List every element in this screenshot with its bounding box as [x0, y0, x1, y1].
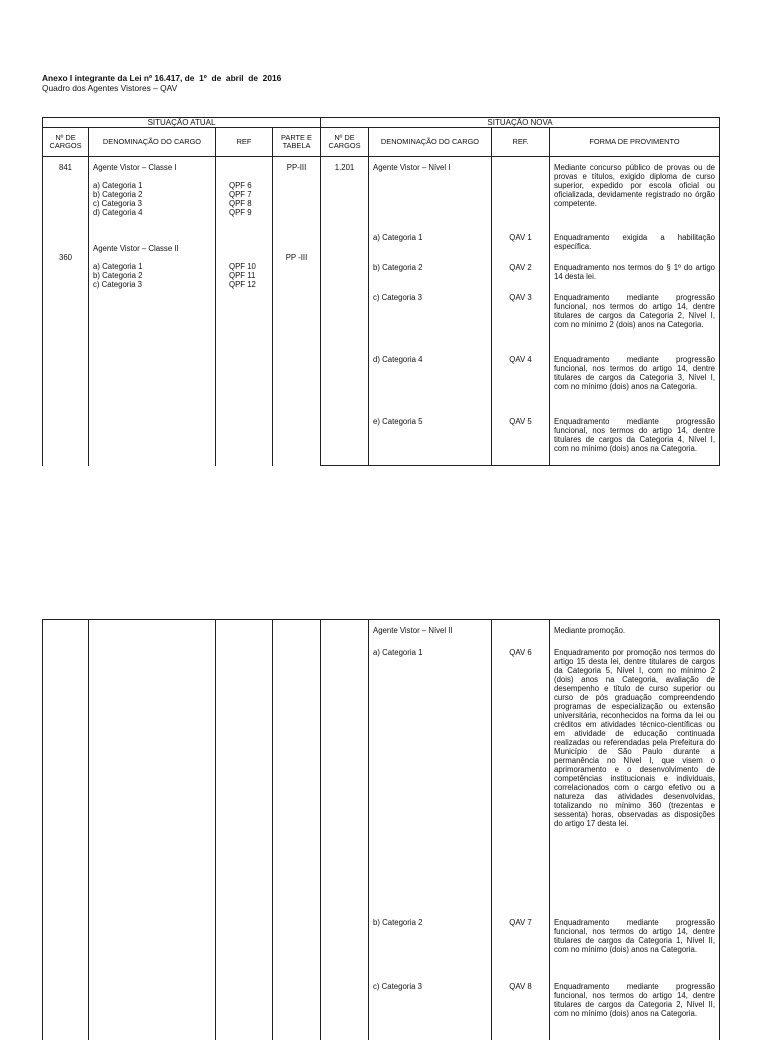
provimento-text: Enquadramento mediante progressão funcional, nos termos do artigo 14, dentre titulares de cargos da Categoria 4, Nível I, com no mínimo (dois) anos na Categoria.: [550, 411, 720, 466]
col-header-denomination-new: DENOMINAÇÃO DO CARGO: [369, 128, 492, 157]
list-item: c) Categoria 3: [93, 280, 142, 289]
current-denominations-cell: [89, 157, 216, 466]
provimento-text: Mediante promoção.: [550, 620, 720, 642]
category-label: e) Categoria 5: [369, 411, 492, 466]
section-current-header: SITUAÇÃO ATUAL: [43, 118, 321, 128]
annex-table: [42, 117, 720, 466]
provimento-text: Enquadramento mediante progressão funcional, nos termos do artigo 14, dentre titulares de cargos da Categoria 3, Nível I, com no mínimo (dois) anos na Categoria.: [550, 349, 720, 411]
ref-value: QAV 8: [492, 976, 550, 1040]
ref-value: QAV 3: [492, 287, 550, 349]
col-header-denomination-current: DENOMINAÇÃO DO CARGO: [89, 128, 216, 157]
category-label: a) Categoria 1: [369, 227, 492, 257]
new-level1-count: 1.201: [321, 157, 369, 228]
ref-value: QPF 8: [229, 199, 252, 208]
parte-value: PP-III: [286, 163, 307, 172]
ref-value: QAV 7: [492, 912, 550, 976]
current-group1-count: 841: [58, 163, 72, 172]
parte-value: PP -III: [285, 253, 308, 262]
ref-value: QAV 5: [492, 411, 550, 466]
provimento-text: Mediante concurso público de provas ou de provas e títulos, exigido diploma de curso superior, expedido por escola oficial ou oficializada, devidamente registrado no órgão competente.: [550, 157, 720, 228]
col-header-ref-current: REF: [216, 128, 273, 157]
new-level1-title: Agente Vistor – Nível I: [369, 157, 492, 228]
annex-subtitle: Quadro dos Agentes Vistores – QAV: [42, 83, 178, 93]
list-item: a) Categoria 1: [93, 262, 143, 271]
list-item: b) Categoria 2: [93, 271, 143, 280]
category-label: b) Categoria 2: [369, 257, 492, 287]
current-parte-cell: [273, 157, 321, 466]
current-group1-title: Agente Vistor – Classe I: [93, 163, 177, 172]
current-group2-count: 360: [58, 253, 72, 262]
list-item: c) Categoria 3: [93, 199, 142, 208]
col-header-count-current: Nº DE CARGOS: [43, 128, 89, 157]
current-group2-title: Agente Vistor – Classe II: [93, 244, 179, 253]
current-refs-cell: [216, 157, 273, 466]
ref-value: QAV 1: [492, 227, 550, 257]
provimento-text: Enquadramento por promoção nos termos do artigo 15 desta lei, dentre titulares de cargos da Categoria 5, Nível I, com no mínimo 2 (dois) anos na Categoria, avaliação de desempenho e título de curso superior ou curso de pós graduação compreendendo programas de especialização ou extensão universitária, reconhecidos na forma da lei ou créditos em atividades técnico-científicas ou em atividade de educação continuada realizadas ou referendadas pela Prefeitura do Município de São Paulo durante a permanência no Nível I, que visem o aprimoramento e o desenvolvimento de competências institucionais e individuais, correlacionados com o cargo efetivo ou a natureza das atividades desenvolvidas, totalizando no mínimo 360 (trezentas e sessenta) horas, observadas as disposições do artigo 17 desta lei.: [550, 642, 720, 912]
col-header-ref-new: REF.: [492, 128, 550, 157]
provimento-text: Enquadramento mediante progressão funcional, nos termos do artigo 14, dentre titulares de cargos da Categoria 1, Nível II, com no mínimo (dois) anos na Categoria.: [550, 912, 720, 976]
col-header-parte-tabela: PARTE E TABELA: [273, 128, 321, 157]
table-row: [43, 620, 720, 642]
provimento-text: Enquadramento mediante progressão funcional, nos termos do artigo 14, dentre titulares de cargos da Categoria 2, Nível I, com no mínimo 2 (dois) anos na Categoria.: [550, 287, 720, 349]
ref-value: QPF 10: [229, 262, 256, 271]
category-label: a) Categoria 1: [369, 642, 492, 912]
category-label: c) Categoria 3: [369, 287, 492, 349]
category-label: b) Categoria 2: [369, 912, 492, 976]
ref-value: QAV 2: [492, 257, 550, 287]
ref-value: QPF 12: [229, 280, 256, 289]
category-label: d) Categoria 4: [369, 349, 492, 411]
new-level2-title: Agente Vistor – Nível II: [369, 620, 492, 642]
document-header: [42, 73, 281, 93]
ref-value: QPF 7: [229, 190, 252, 199]
list-item: b) Categoria 2: [93, 190, 143, 199]
ref-value: QPF 6: [229, 181, 252, 190]
table-row: [43, 157, 720, 228]
annex-title: Anexo I integrante da Lei nº 16.417, de 1º de abril de 2016: [42, 73, 282, 83]
section-new-header: SITUAÇÃO NOVA: [321, 118, 720, 128]
provimento-text: Enquadramento exigida a habilitação específica.: [550, 227, 720, 257]
col-header-count-new: Nº DE CARGOS: [321, 128, 369, 157]
ref-value: QPF 11: [229, 271, 256, 280]
annex-table-continued: [42, 619, 720, 1040]
col-header-provimento: FORMA DE PROVIMENTO: [550, 128, 720, 157]
ref-value: QPF 9: [229, 208, 252, 217]
list-item: d) Categoria 4: [93, 208, 143, 217]
current-counts-cell: [43, 157, 89, 466]
list-item: a) Categoria 1: [93, 181, 143, 190]
category-label: c) Categoria 3: [369, 976, 492, 1040]
provimento-text: Enquadramento mediante progressão funcional, nos termos do artigo 14, dentre titulares de cargos da Categoria 2, Nível II, com no mínimo (dois) anos na Categoria.: [550, 976, 720, 1040]
provimento-text: Enquadramento nos termos do § 1º do artigo 14 desta lei.: [550, 257, 720, 287]
ref-value: QAV 4: [492, 349, 550, 411]
ref-value: QAV 6: [492, 642, 550, 912]
